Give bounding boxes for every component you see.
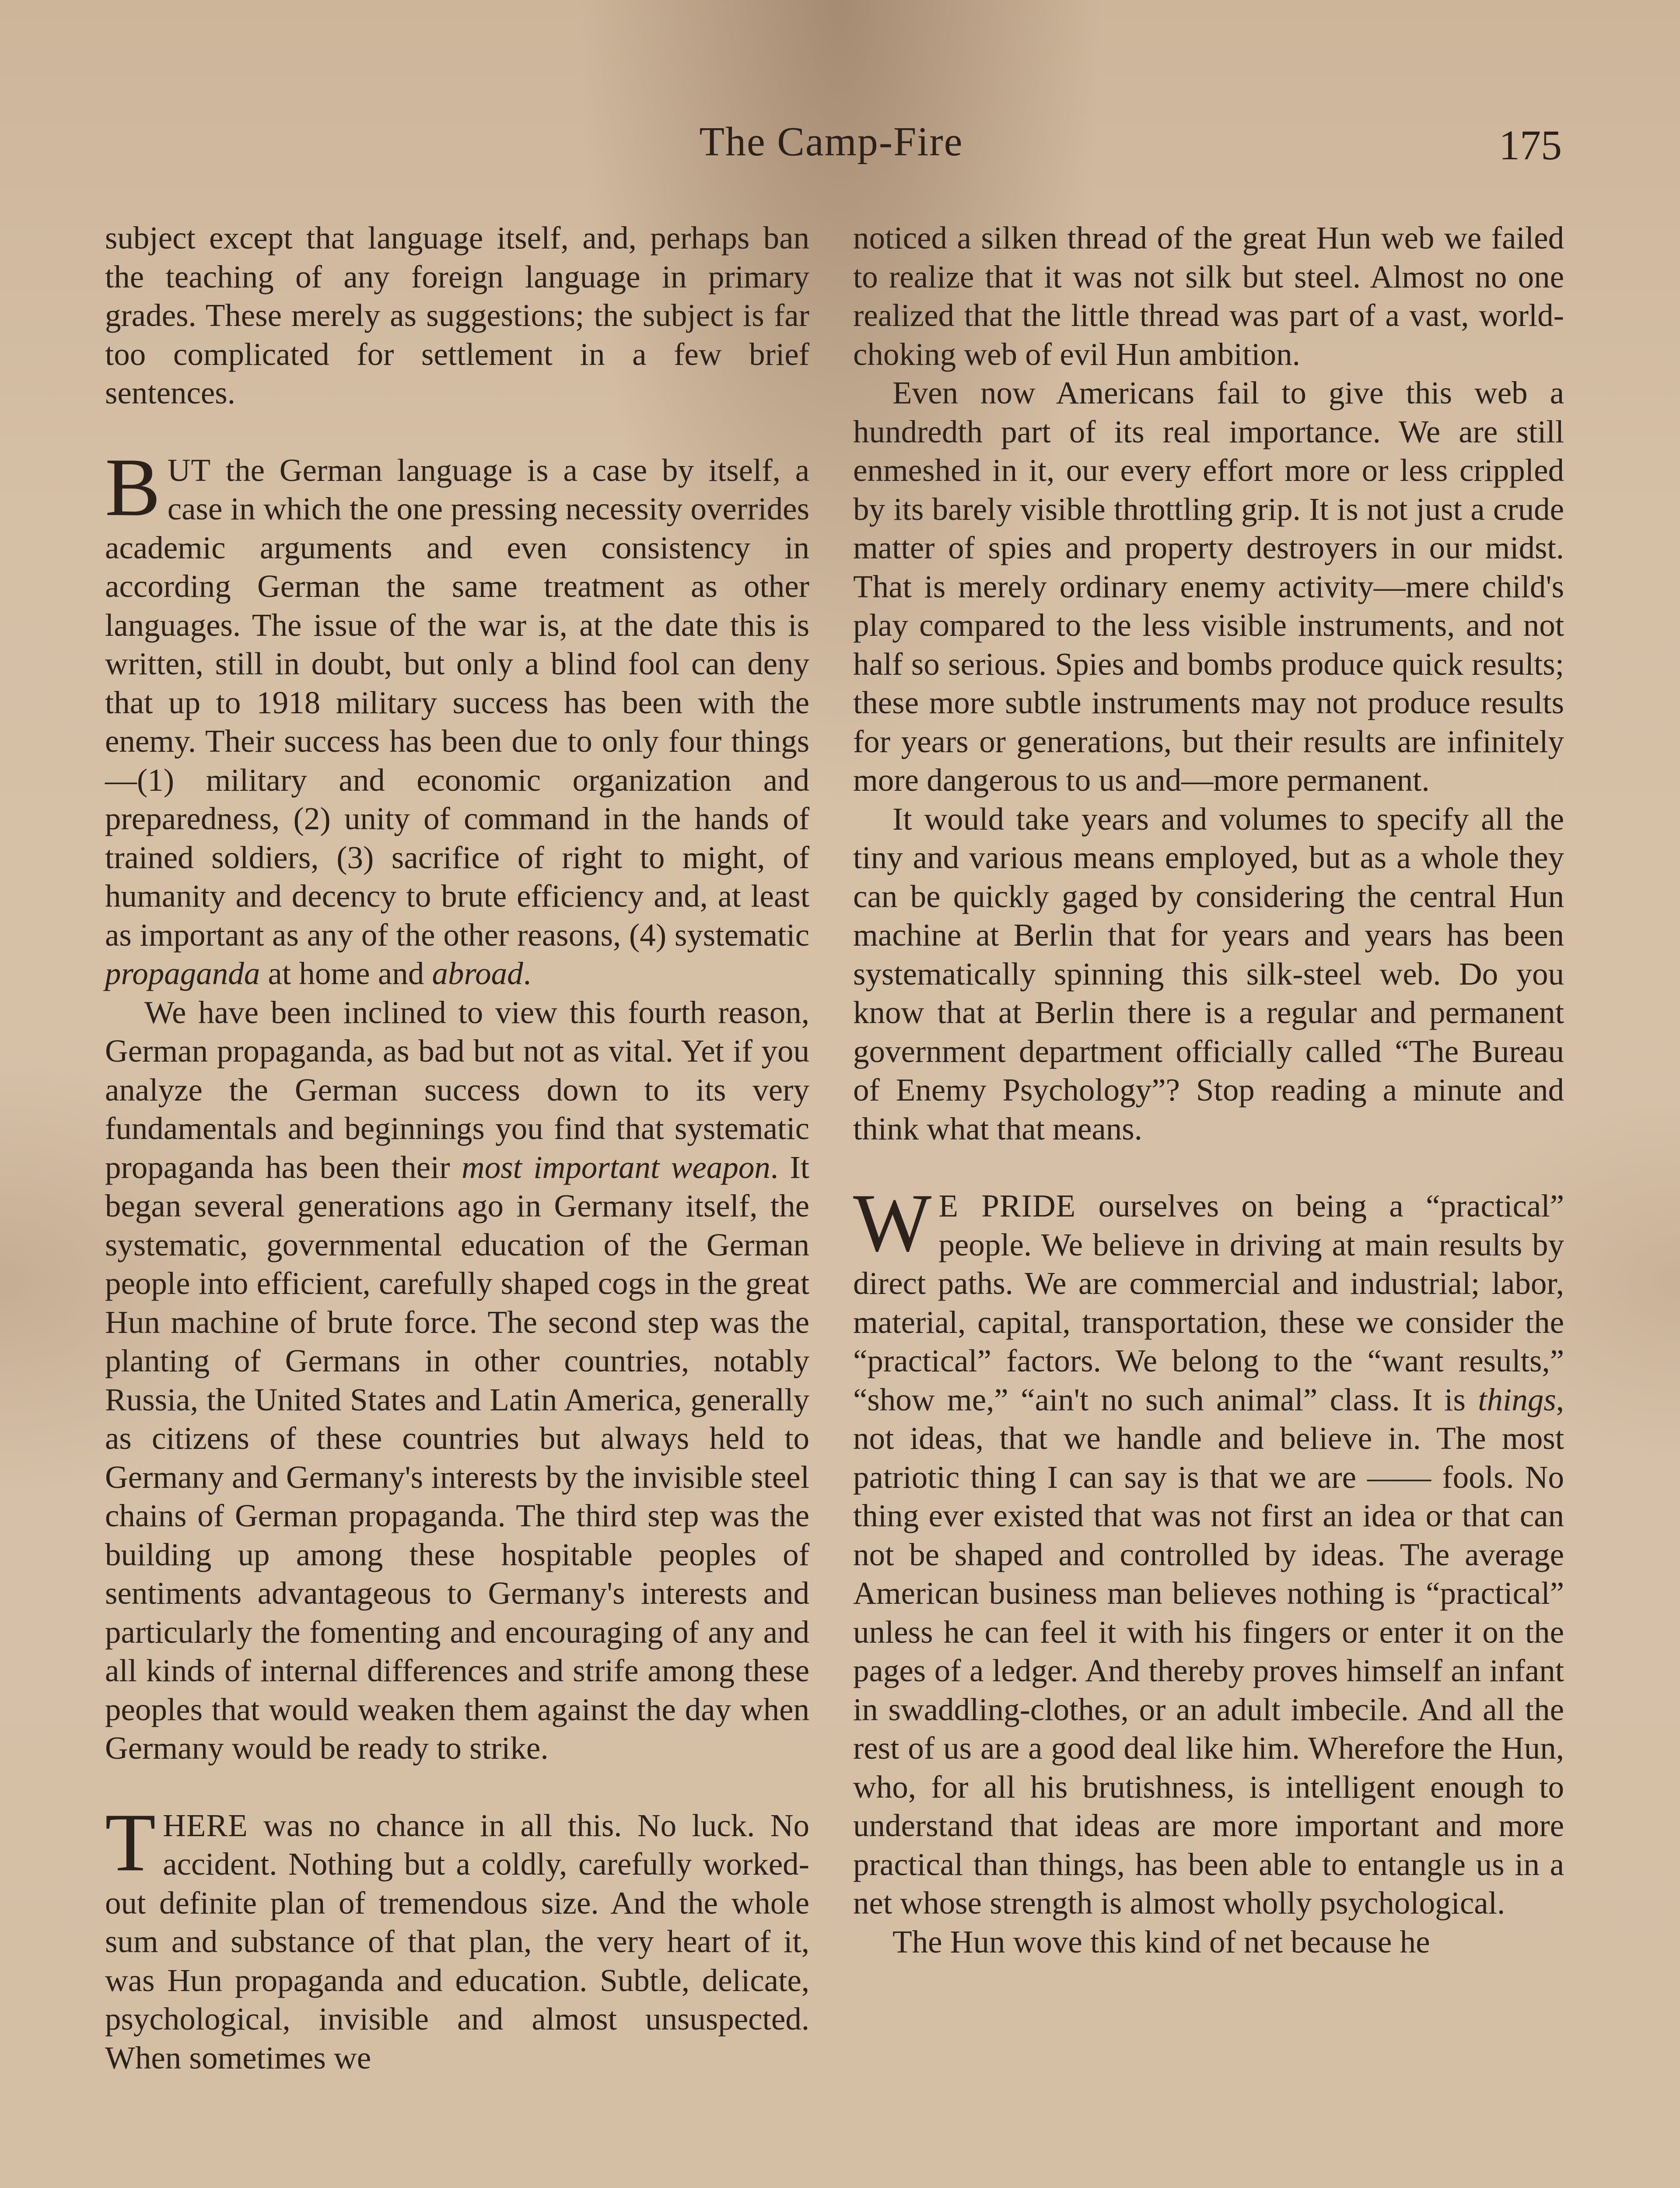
lead-in-caps: UT (167, 452, 211, 488)
text-run: , not ideas, that we handle and believe in. The most patriotic thing I can say is that we are —— fools. No thing ever existed that was not first an idea or that can not be shaped and controlled by ideas. The average American business man believes nothing is “practical” unless he can feel it with his fingers or enter it on the pages of a ledger. And thereby proves himself an infant in swaddling-clothes, or an adult imbecile. And all the rest of us are a good deal like him. Wherefore the Hun, who, for all his brutishness, is intelligent enough to understand that ideas are more important and more practical than things, has been able to entangle us in a net whose strength is almost wholly psychological. (853, 1382, 1564, 1921)
drop-cap: W (853, 1177, 932, 1269)
paragraph (105, 1796, 809, 2078)
paragraph (853, 1177, 1564, 1923)
page-number: 175 (1499, 122, 1562, 168)
lead-in-caps: HERE (163, 1807, 248, 1843)
italic-text: most important weapon (461, 1149, 770, 1185)
text-run: . (523, 956, 531, 991)
right-column (853, 219, 1564, 1961)
running-head: The Camp-Fire (699, 119, 963, 165)
drop-cap: B (105, 441, 161, 533)
text-run: the German language is a case by itself, a case in which the one pressing necessity overrides academic arguments and even consistency in according German the same treatment as other languages. The issue of the war is, at the date this is written, still in doubt, but only a blind fool can deny that up to 1918 military success has been with the enemy. Their success has been due to only four things—(1) military and economic organization and preparedness, (2) unity of command in the hands of trained soldiers, (3) sacrifice of right to might, of humanity and decency to brute efficiency and, at least as important as any of the other reasons, (4) systematic (105, 452, 809, 953)
paragraph: noticed a silken thread of the great Hun web we failed to realize that it was not silk but steel. Almost no one realized that the little thread was part of a vast, world-choking web of evil Hun ambition. (853, 220, 1564, 372)
paragraph: It would take years and volumes to specify all the tiny and various means employed, but as a whole they can be quickly gaged by considering the central Hun machine at Berlin that for years and years has been systematically spinning this silk-steel web. Do you know that at Berlin there is a regular and permanent government department officially called “The Bureau of Enemy Psychology”? Stop reading a minute and think what that means. (853, 801, 1564, 1147)
paragraph (105, 441, 809, 993)
paragraph (105, 993, 809, 1768)
italic-text: things (1478, 1382, 1556, 1417)
text-run: at home and (260, 956, 432, 991)
italic-text: abroad (432, 956, 523, 991)
text-run: We have been inclined to view this fourth reason, German propaganda, as bad but not as vital. Yet if you analyze the German success down to its very fundamentals and beginnings you find that systematic propaganda has been their (105, 994, 809, 1185)
text-run: was no chance in all this. No luck. No accident. Nothing but a coldly, carefully worked-out definite plan of tremendous size. And the whole sum and substance of that plan, the very heart of it, was Hun propaganda and education. Subtle, delicate, psychological, invisible and almost unsuspected. When sometimes we (105, 1807, 809, 2076)
text-run: . It began several generations ago in Germany itself, the systematic, governmental education of the German people into efficient, carefully shaped cogs in the great Hun machine of brute force. The second step was the planting of Germans in other countries, notably Russia, the United States and Latin America, generally as citizens of these countries but always held to Germany and Germany's interests by the invisible steel chains of German propaganda. The third step was the building up among these hospitable peoples of sentiments advantageous to Germany's interests and particularly the fomenting and encouraging of any and all kinds of internal differences and strife among these peoples that would weaken them against the day when Germany would be ready to strike. (105, 1149, 809, 1766)
drop-cap: T (105, 1796, 156, 1889)
paragraph: The Hun wove this kind of net because he (892, 1924, 1430, 1960)
paragraph: subject except that language itself, and, perhaps ban the teaching of any foreign language in primary grades. These merely as suggestions; the subject is far too complicated for settlement in a few brief sentences. (105, 220, 809, 410)
paragraph: Even now Americans fail to give this web a hundredth part of its real importance. We are still enmeshed in it, our every effort more or less crippled by its barely visible throttling grip. It is not just a crude matter of spies and property destroyers in our midst. That is merely ordinary enemy activity—mere child's play compared to the less visible instruments, and not half so serious. Spies and bombs produce quick results; these more subtle instruments may not produce results for years or generations, but their results are infinitely more dangerous to us and—more permanent. (853, 375, 1564, 798)
italic-text: propaganda (105, 956, 260, 991)
left-column (105, 219, 809, 2077)
text-run: ourselves on being a “practical” people. We believe in driving at main results by direct paths. We are commercial and industrial; labor, material, capital, transportation, these we consider the “practical” factors. We belong to the “want results,” “show me,” “ain't no such animal” class. It is (853, 1188, 1564, 1417)
lead-in-caps: E PRIDE (938, 1188, 1076, 1224)
